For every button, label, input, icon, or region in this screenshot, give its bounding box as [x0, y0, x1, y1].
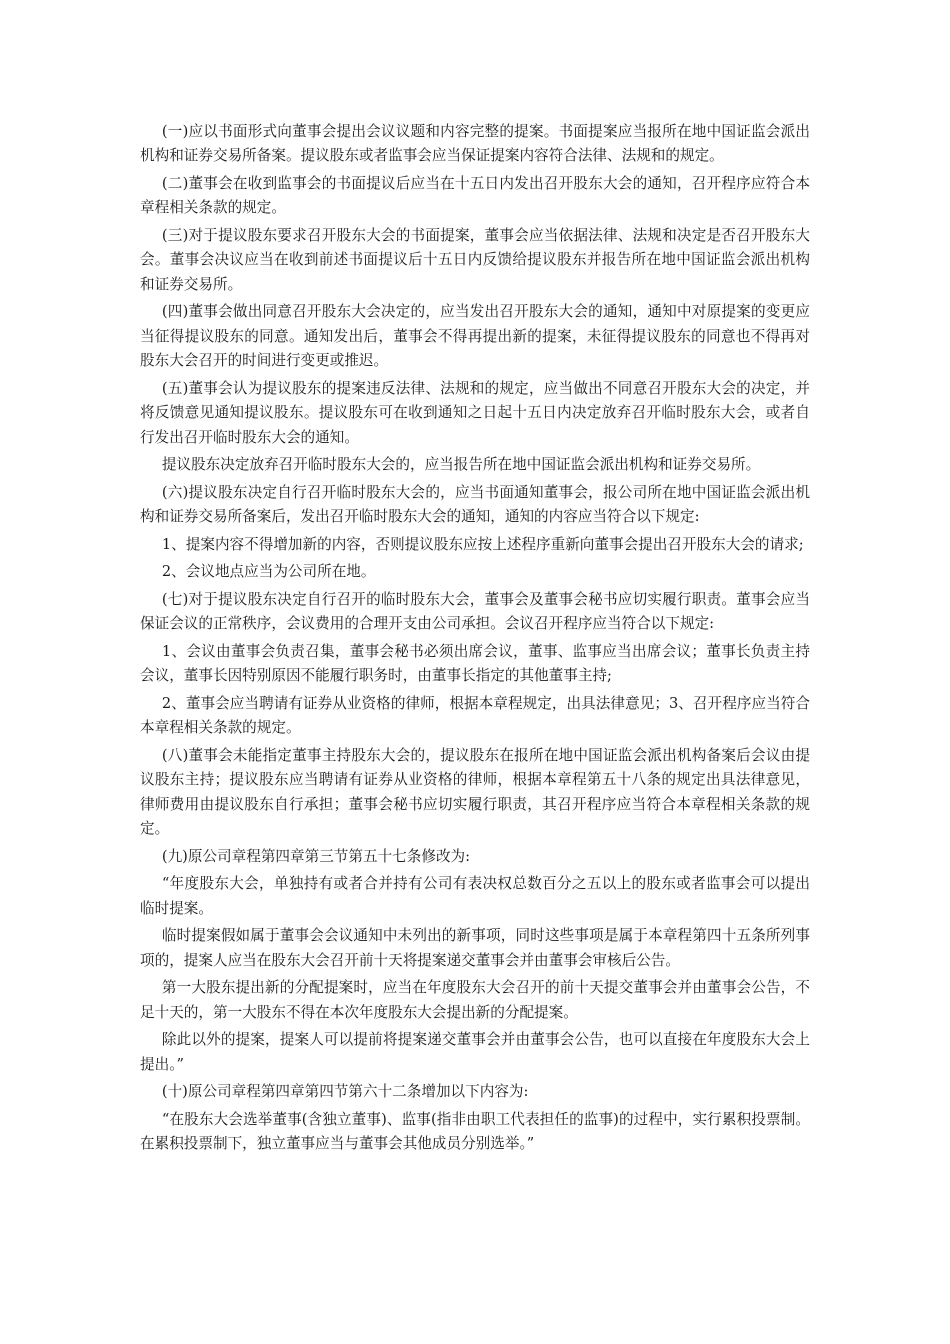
- paragraph-3: (三)对于提议股东要求召开股东大会的书面提案，董事会应当依据法律、法规和决定是否召开股东大会。董事会决议应当在收到前述书面提议后十五日内反馈给提议股东并报告所在地中国证监会派出机构和证券交易所。: [140, 227, 810, 293]
- paragraph-12: 2、董事会应当聘请有证券从业资格的律师，根据本章程规定，出具法律意见；3、召开程序应当符合本章程相关条款的规定。: [140, 695, 810, 737]
- paragraph-10: (七)对于提议股东决定自行召开的临时股东大会，董事会及董事会秘书应切实履行职责。董事会应当保证会议的正常秩序，会议费用的合理开支由公司承担。会议召开程序应当符合以下规定:: [140, 591, 810, 633]
- paragraph-15: “年度股东大会，单独持有或者合并持有公司有表决权总数百分之五以上的股东或者监事会可以提出临时提案。: [140, 875, 810, 917]
- paragraph-4: (四)董事会做出同意召开股东大会决定的，应当发出召开股东大会的通知，通知中对原提案的变更应当征得提议股东的同意。通知发出后，董事会不得再提出新的提案，未征得提议股东的同意也不得再对股东大会召开的时间进行变更或推迟。: [140, 303, 810, 370]
- paragraph-1: (一)应以书面形式向董事会提出会议议题和内容完整的提案。书面提案应当报所在地中国证监会派出机构和证券交易所备案。提议股东或者监事会应当保证提案内容符合法律、法规和的规定。: [140, 123, 810, 165]
- paragraph-11: 1、会议由董事会负责召集，董事会秘书必须出席会议，董事、监事应当出席会议；董事长负责主持会议，董事长因特别原因不能履行职务时，由董事长指定的其他董事主持;: [140, 643, 810, 685]
- paragraph-6: 提议股东决定放弃召开临时股东大会的，应当报告所在地中国证监会派出机构和证券交易所。: [161, 456, 761, 474]
- paragraph-14: (九)原公司章程第四章第三节第五十七条修改为:: [161, 847, 471, 865]
- paragraph-5: (五)董事会认为提议股东的提案违反法律、法规和的规定，应当做出不同意召开股东大会的决定，并将反馈意见通知提议股东。提议股东可在收到通知之日起十五日内决定放弃召开临时股东大会，或者自行发出召开临时股东大会的通知。: [140, 379, 810, 446]
- paragraph-16: 临时提案假如属于董事会会议通知中未列出的新事项，同时这些事项是属于本章程第四十五条所列事项的，提案人应当在股东大会召开前十天将提案递交董事会并由董事会审核后公告。: [140, 927, 810, 969]
- paragraph-20: “在股东大会选举董事(含独立董事)、监事(指非由职工代表担任的监事)的过程中，实行累积投票制。在累积投票制下，独立董事应当与董事会其他成员分别选举。”: [140, 1111, 810, 1153]
- paragraph-7: (六)提议股东决定自行召开临时股东大会的，应当书面通知董事会，报公司所在地中国证监会派出机构和证券交易所备案后，发出召开临时股东大会的通知，通知的内容应当符合以下规定:: [140, 483, 810, 526]
- paragraph-2: (二)董事会在收到监事会的书面提议后应当在十五日内发出召开股东大会的通知，召开程序应符合本章程相关条款的规定。: [140, 175, 810, 217]
- paragraph-18: 除此以外的提案，提案人可以提前将提案递交董事会并由董事会公告，也可以直接在年度股东大会上提出。”: [140, 1031, 810, 1073]
- paragraph-13: (八)董事会未能指定董事主持股东大会的，提议股东在报所在地中国证监会派出机构备案后会议由提议股东主持；提议股东应当聘请有证券从业资格的律师，根据本章程第五十八条的规定出具法律意见，律师费用由提议股东自行承担；董事会秘书应切实履行职责，其召开程序应当符合本章程相关条款的规定。: [140, 747, 810, 838]
- paragraph-9: 2、会议地点应当为公司所在地。: [161, 563, 376, 581]
- paragraph-19: (十)原公司章程第四章第四节第六十二条增加以下内容为:: [161, 1083, 529, 1101]
- document-page: [140, 120, 810, 1160]
- paragraph-8: 1、提案内容不得增加新的内容，否则提议股东应按上述程序重新向董事会提出召开股东大会的请求;: [161, 535, 804, 553]
- paragraph-17: 第一大股东提出新的分配提案时，应当在年度股东大会召开的前十天提交董事会并由董事会公告，不足十天的，第一大股东不得在本次年度股东大会提出新的分配提案。: [140, 979, 810, 1021]
